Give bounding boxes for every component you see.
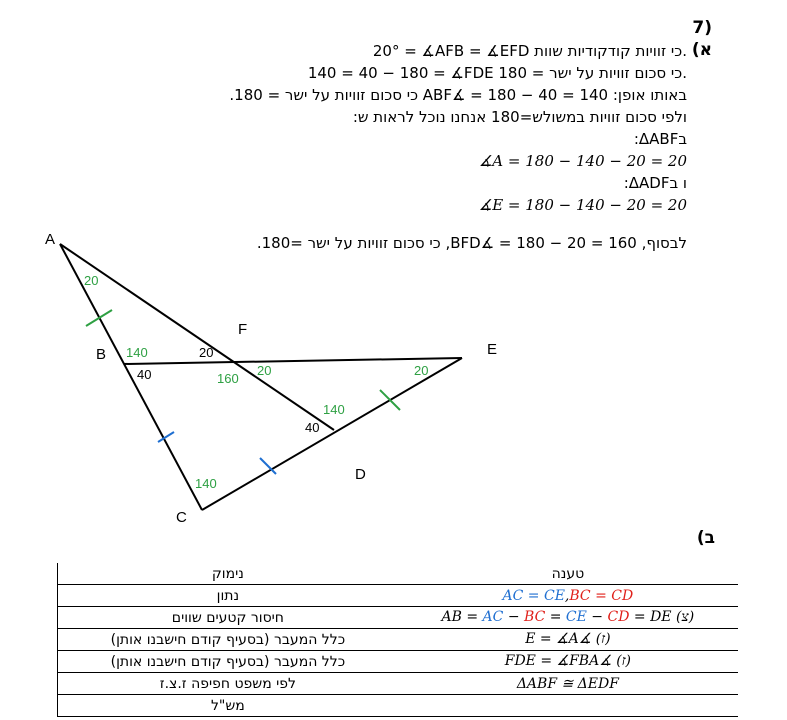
angle-label-f-20-top: 20 xyxy=(199,345,214,360)
question-number: 7) xyxy=(692,18,712,38)
reason-cell: נתון xyxy=(58,585,398,607)
angle-label-d-140: 140 xyxy=(323,402,345,417)
part-a-line-8: ∡E = 180 − 140 − 20 = 20 xyxy=(478,196,687,214)
angle-label-e: 20 xyxy=(414,363,429,378)
reason-cell: לפי משפט חפיפה ז.צ.ז xyxy=(58,673,398,695)
proof-row xyxy=(58,695,739,717)
proof-header-row xyxy=(58,563,739,585)
part-a-line-9: לבסוף, 160 = 20 − 180 = ∡BFD, כי סכום זוויות על ישר =180. xyxy=(256,234,687,252)
proof-row xyxy=(58,629,739,651)
reason-header: נימוק xyxy=(58,563,398,585)
claim-cell: (ז) ∡FDE = ∡FBA xyxy=(398,651,738,673)
proof-row xyxy=(58,673,739,695)
tick-de xyxy=(380,390,400,410)
angle-label-a: 20 xyxy=(84,273,99,288)
claim-cell: ΔABF ≅ ΔEDF xyxy=(398,673,738,695)
reason-cell: כלל המעבר (בסעיף קודם חישבנו אותן) xyxy=(58,629,398,651)
angle-label-f-20-right: 20 xyxy=(257,363,272,378)
angle-label-d-40: 40 xyxy=(305,420,320,435)
angle-label-b-140: 140 xyxy=(126,345,148,360)
claim-cell xyxy=(398,695,738,717)
angle-label-f-160: 160 xyxy=(217,371,239,386)
point-f-label: F xyxy=(238,321,248,338)
claim-cell: AC = CE,BC = CD xyxy=(398,585,738,607)
proof-row xyxy=(58,651,739,673)
segment-b-e xyxy=(124,358,462,364)
part-a-line-4: ולפי סכום זוויות במשולש=180 אנחנו נוכל לראות ש: xyxy=(352,108,687,126)
segment-c-e xyxy=(202,358,462,510)
part-b-label: ב) xyxy=(696,528,715,548)
point-e-label: E xyxy=(487,341,498,358)
part-a-line-7: ו בΔADF: xyxy=(623,174,687,192)
proof-row xyxy=(58,585,739,607)
tick-ab xyxy=(86,310,112,326)
part-a-label: א) xyxy=(691,40,712,60)
reason-cell: חיסור קטעים שווים xyxy=(58,607,398,629)
part-a-line-5: בΔABF: xyxy=(633,130,687,148)
part-a-line-3: באותו אופן: 140 = 40 − 180 = ∡ABF כי סכום זוויות על ישר = 180. xyxy=(229,86,687,104)
proof-row xyxy=(58,607,739,629)
point-c-label: C xyxy=(176,509,187,526)
claim-cell: (ז) ∡E = ∡A xyxy=(398,629,738,651)
claim-header: טענה xyxy=(398,563,738,585)
point-d-label: D xyxy=(355,466,366,483)
proof-table xyxy=(57,563,738,717)
segment-a-d xyxy=(60,244,334,430)
part-a-line-2: 140 = 40 − 180 = ∡FDE כי סכום זוויות על ישר = 180. xyxy=(307,64,687,82)
point-b-label: B xyxy=(96,346,107,363)
claim-cell: (צ) AB = AC − BC = CE − CD = DE xyxy=(398,607,738,629)
point-a-label: A xyxy=(45,231,56,248)
angle-label-c: 140 xyxy=(195,476,217,491)
reason-cell: מש"ל xyxy=(58,695,398,717)
reason-cell: כלל המעבר (בסעיף קודם חישבנו אותן) xyxy=(58,651,398,673)
angle-label-b-40: 40 xyxy=(137,367,152,382)
part-a-line-1: 20° = ∡AFB = ∡EFD כי זוויות קודקודיות שוות. xyxy=(372,42,687,60)
segment-a-c xyxy=(60,244,202,510)
part-a-line-6: ∡A = 180 − 140 − 20 = 20 xyxy=(478,152,687,170)
